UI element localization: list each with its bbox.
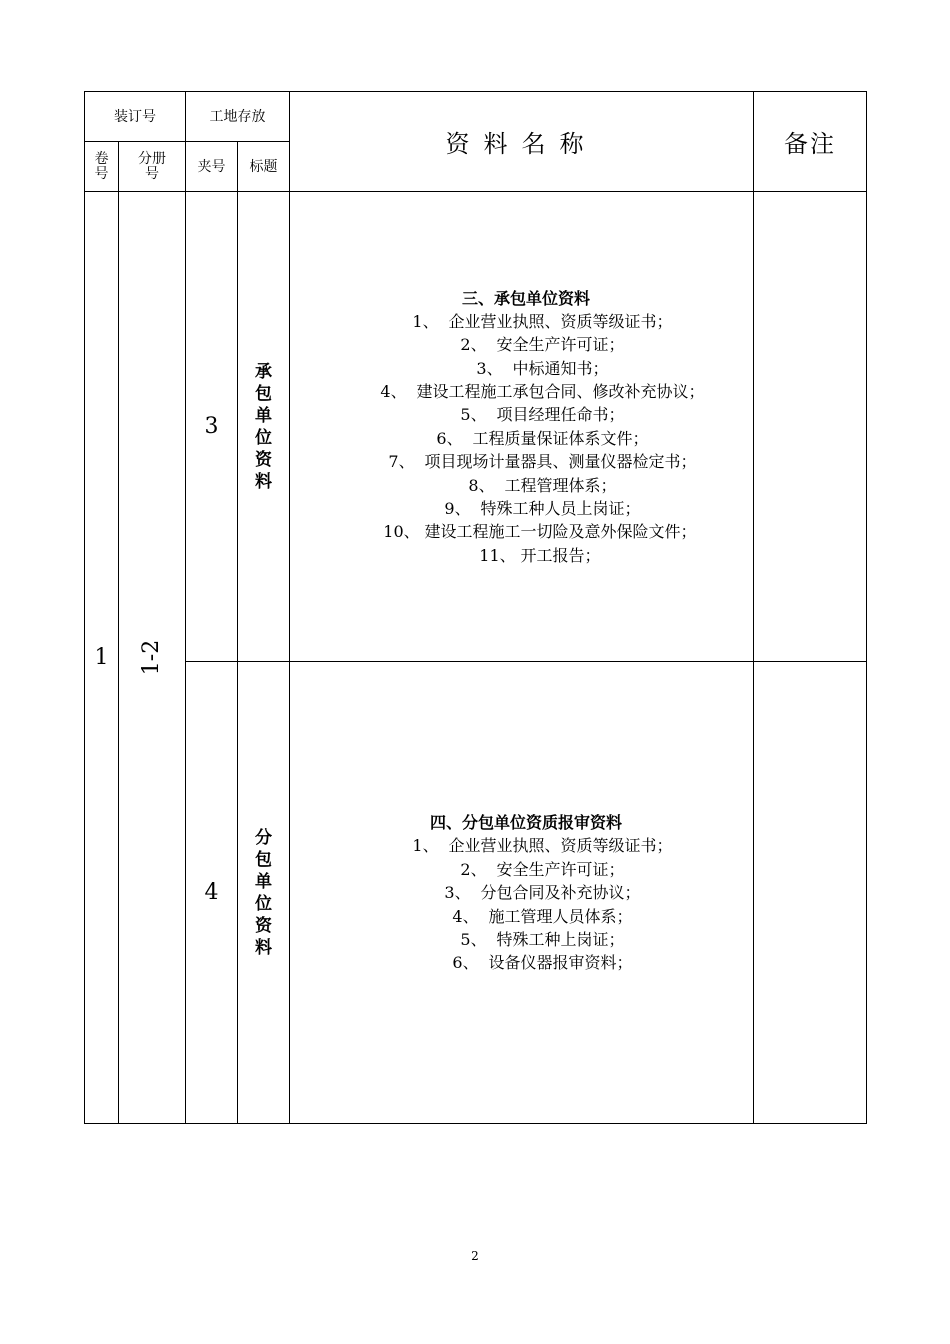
list-item: 6、 设备仪器报审资料；: [452, 953, 633, 973]
section-content-cell: [290, 192, 754, 662]
folder-number-cell: 3: [186, 192, 238, 662]
section-title-cell: [238, 192, 290, 662]
sub-volume-number-header: 分册号: [119, 142, 186, 192]
folder-number-header: 夹号: [186, 142, 238, 192]
list-item: 7、 项目现场计量器具、测量仪器检定书；: [388, 452, 697, 472]
list-item: 9、 特殊工种人员上岗证；: [444, 499, 641, 519]
folder-number-cell: 4: [186, 662, 238, 1124]
title-column-header: 标题: [238, 142, 290, 192]
list-item: 3、 中标通知书；: [476, 358, 609, 378]
volume-number-header: 卷号: [85, 142, 119, 192]
remarks-header: 备注: [754, 92, 867, 192]
list-item: 4、 建设工程施工承包合同、修改补充协议；: [380, 381, 705, 401]
sub-volume-number-cell: [119, 192, 186, 1124]
page-number: 2: [471, 1249, 479, 1263]
list-item: 6、 工程质量保证体系文件；: [436, 428, 649, 448]
section-content-cell: [290, 662, 754, 1124]
section-heading: 三、承包单位资料: [461, 288, 590, 308]
list-item: 8、 工程管理体系；: [468, 475, 617, 495]
section-title: 承包单位资料: [255, 361, 272, 492]
item-list: [290, 834, 753, 974]
list-item: 1、 企业营业执照、资质等级证书；: [412, 836, 673, 856]
remarks-cell: [754, 192, 867, 662]
list-item: 10、 建设工程施工一切险及意外保险文件；: [383, 522, 697, 542]
item-list: [290, 310, 753, 567]
site-storage-header: 工地存放: [186, 92, 290, 142]
list-item: 5、 项目经理任命书；: [460, 405, 625, 425]
list-item: 11、 开工报告；: [479, 545, 601, 565]
list-item: 1、 企业营业执照、资质等级证书；: [412, 311, 673, 331]
list-item: 5、 特殊工种上岗证；: [460, 929, 625, 949]
binding-number-header: 装订号: [85, 92, 186, 142]
section-heading: 四、分包单位资质报审资料: [429, 813, 622, 833]
material-name-header: 资料名称: [290, 92, 754, 192]
section-title-cell: [238, 662, 290, 1124]
volume-number-cell: 1: [85, 192, 119, 1124]
list-item: 2、 安全生产许可证；: [460, 335, 625, 355]
sub-volume-value: 1-2: [139, 639, 165, 676]
list-item: 3、 分包合同及补充协议；: [444, 883, 641, 903]
list-item: 4、 施工管理人员体系；: [452, 906, 633, 926]
list-item: 2、 安全生产许可证；: [460, 859, 625, 879]
remarks-cell: [754, 662, 867, 1124]
archive-index-table: [84, 91, 867, 1124]
section-title: 分包单位资料: [255, 827, 272, 958]
